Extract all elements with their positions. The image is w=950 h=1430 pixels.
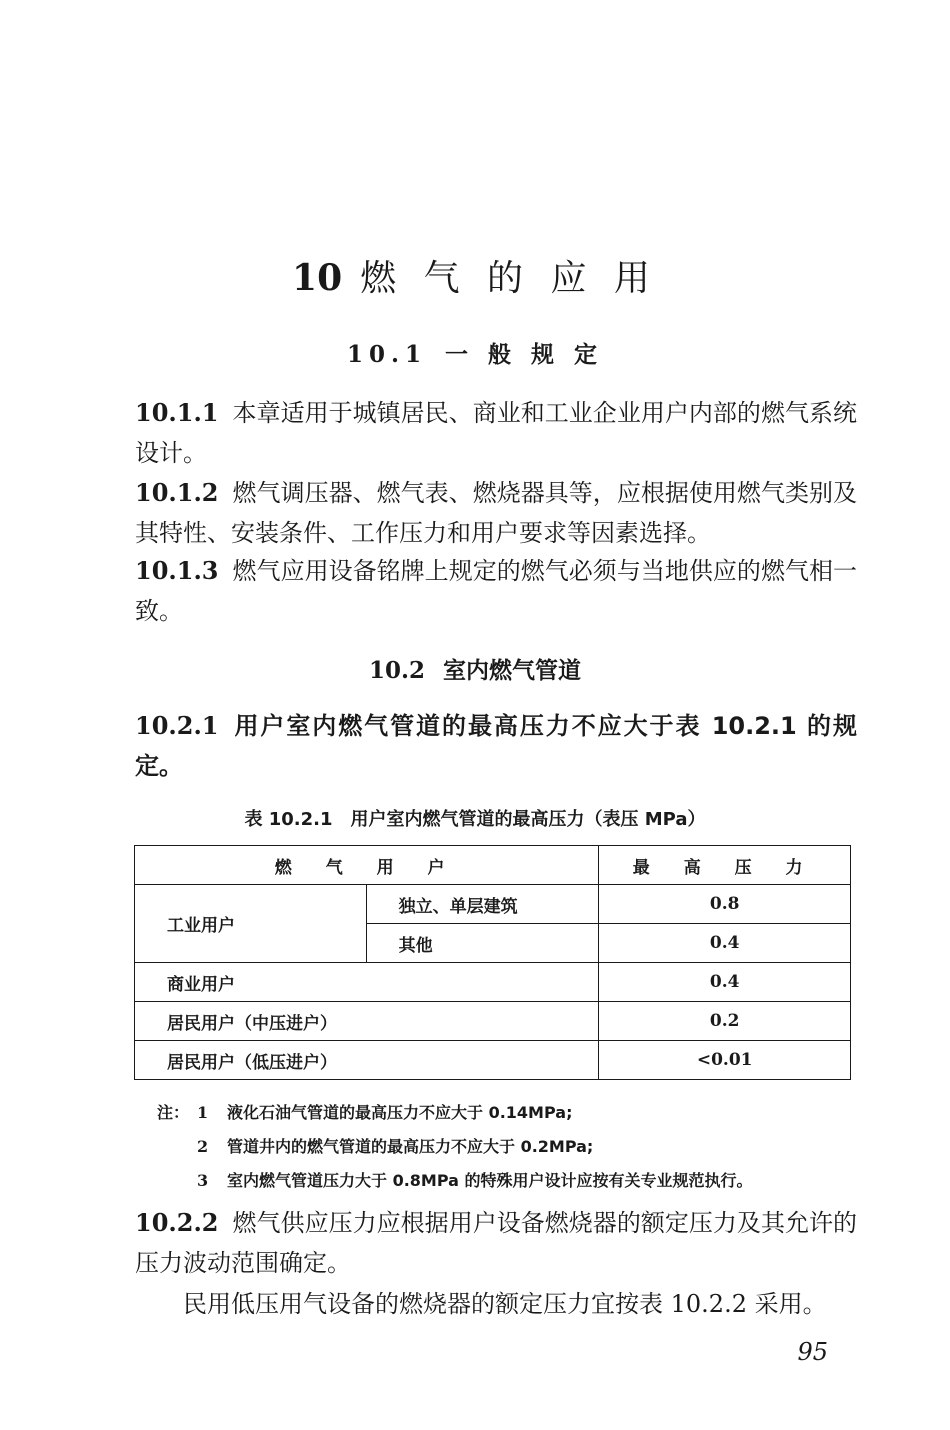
clause-text: 用户室内燃气管道的最高压力不应大于表 10.2.1 的规定。 xyxy=(135,712,857,780)
section-title-text: 室内燃气管道 xyxy=(443,658,582,684)
clause-text: 燃气供应压力应根据用户设备燃烧器的额定压力及其允许的压力波动范围确定。 xyxy=(135,1209,857,1277)
section-title-text: 一 般 规 定 xyxy=(445,342,604,368)
header-max-pressure: 最 高 压 力 xyxy=(599,846,851,885)
cell-industrial-user: 工业用户 xyxy=(135,885,367,963)
note-item xyxy=(157,1130,753,1164)
cell-pressure: <0.01 xyxy=(599,1041,851,1080)
clause-text: 燃气应用设备铭牌上规定的燃气必须与当地供应的燃气相一致。 xyxy=(135,557,857,625)
page-number: 95 xyxy=(797,1338,828,1366)
cell-pressure: 0.4 xyxy=(599,924,851,963)
section-title-10-1 xyxy=(0,336,950,369)
clause-number: 10.2.2 xyxy=(135,1208,219,1237)
note-item xyxy=(157,1164,753,1198)
notes-lead: 注： xyxy=(157,1103,190,1122)
table-notes xyxy=(157,1096,753,1198)
cell-commercial-user: 商业用户 xyxy=(135,963,599,1002)
clause-10-1-3 xyxy=(135,551,857,631)
cell-pressure: 0.2 xyxy=(599,1002,851,1041)
table-row xyxy=(135,1041,851,1080)
clause-10-2-2 xyxy=(135,1203,857,1283)
note-text: 室内燃气管道压力大于 0.8MPa 的特殊用户设计应按有关专业规范执行。 xyxy=(227,1171,753,1190)
table-header-row xyxy=(135,846,851,885)
cell-resident-low: 居民用户（低压进户） xyxy=(135,1041,599,1080)
note-text: 液化石油气管道的最高压力不应大于 0.14MPa; xyxy=(227,1103,573,1122)
clause-10-1-1 xyxy=(135,393,857,473)
table-row xyxy=(135,1002,851,1041)
note-item xyxy=(157,1096,753,1130)
clause-10-1-2 xyxy=(135,473,857,553)
note-number: 2 xyxy=(197,1137,209,1156)
table-row xyxy=(135,963,851,1002)
note-number: 3 xyxy=(197,1171,209,1190)
table-caption: 表 10.2.1 用户室内燃气管道的最高压力（表压 MPa） xyxy=(244,809,706,830)
clause-text: 本章适用于城镇居民、商业和工业企业用户内部的燃气系统设计。 xyxy=(135,399,857,467)
chapter-title xyxy=(0,250,950,301)
cell-pressure: 0.8 xyxy=(599,885,851,924)
chapter-number: 10 xyxy=(292,257,343,299)
chapter-title-text: 燃 气 的 应 用 xyxy=(360,258,658,299)
cell-subcategory: 其他 xyxy=(366,924,599,963)
cell-resident-mid: 居民用户（中压进户） xyxy=(135,1002,599,1041)
clause-10-2-1 xyxy=(135,706,857,786)
paragraph-rated-pressure: 民用低压用气设备的燃烧器的额定压力宜按表 10.2.2 采用。 xyxy=(183,1290,827,1318)
section-title-10-2 xyxy=(0,652,950,685)
cell-pressure: 0.4 xyxy=(599,963,851,1002)
cell-subcategory: 独立、单层建筑 xyxy=(366,885,599,924)
clause-number: 10.1.1 xyxy=(135,398,219,427)
section-number: 10.2 xyxy=(368,657,426,684)
clause-text: 燃气调压器、燃气表、燃烧器具等，应根据使用燃气类别及其特性、安装条件、工作压力和用户要求等因素选择。 xyxy=(135,479,857,547)
clause-number: 10.1.2 xyxy=(135,478,219,507)
clause-number: 10.1.3 xyxy=(135,556,219,585)
note-number: 1 xyxy=(197,1103,209,1122)
pressure-table xyxy=(134,845,851,1080)
table-row xyxy=(135,885,851,924)
clause-number: 10.2.1 xyxy=(135,711,219,740)
header-gas-user: 燃 气 用 户 xyxy=(135,846,599,885)
section-number: 10.1 xyxy=(346,341,427,368)
note-text: 管道井内的燃气管道的最高压力不应大于 0.2MPa; xyxy=(227,1137,594,1156)
